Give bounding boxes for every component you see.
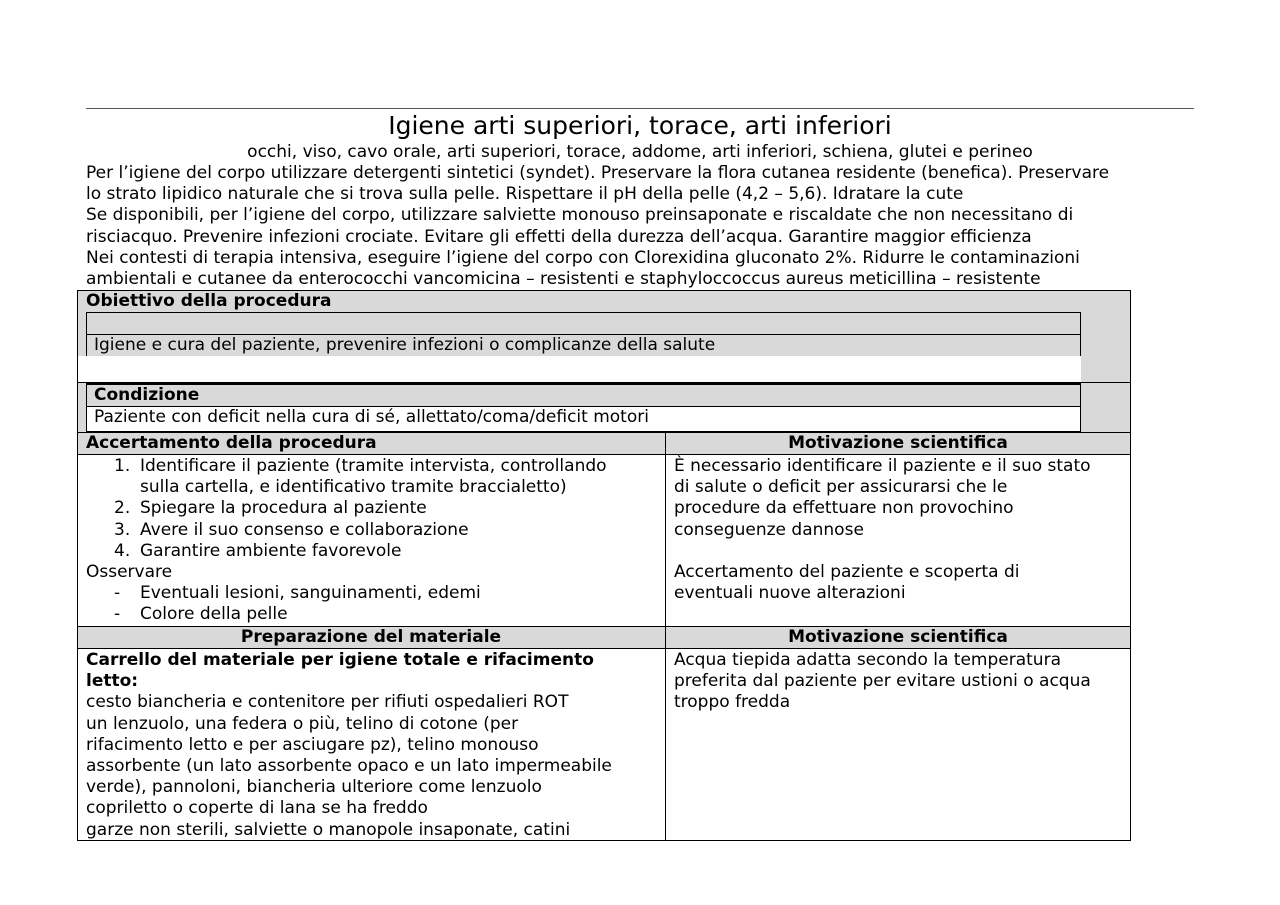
step-number: 1. xyxy=(114,456,131,476)
motivation-line: eventuali nuove alterazioni xyxy=(674,583,906,604)
list-item xyxy=(86,456,664,498)
materials-motivation-heading: Motivazione scientifica xyxy=(788,627,1008,647)
intro-paragraph xyxy=(86,163,1194,290)
step-line: Garantire ambiente favorevole xyxy=(140,540,402,561)
observe-list xyxy=(86,583,664,625)
step-line: Spiegare la procedura al paziente xyxy=(140,498,427,519)
step-number: 4. xyxy=(114,540,131,561)
materials-line: assorbente (un lato assorbente opaco e un lato impermeabile xyxy=(86,756,612,777)
intro-line: Se disponibili, per l’igiene del corpo, utilizzare salviette monouso preinsaponate e riscaldate che non necessitano di xyxy=(86,205,1074,226)
materials-line: cesto biancheria e contenitore per rifiuti ospedalieri ROT xyxy=(86,692,569,713)
materials-line: verde), pannoloni, biancheria ulteriore come lenzuolo xyxy=(86,777,542,798)
materials-line: garze non sterili, salviette o manopole insaponate, catini xyxy=(86,819,571,840)
list-item xyxy=(86,583,664,604)
materials-list xyxy=(86,650,612,841)
materials-bold-line: Carrello del materiale per igiene totale e rifacimento xyxy=(86,650,594,670)
condition-text: Paziente con deficit nella cura di sé, allettato/coma/deficit motori xyxy=(94,407,649,427)
objective-heading: Obiettivo della procedura xyxy=(86,291,332,311)
assessment-motivation-heading: Motivazione scientifica xyxy=(788,433,1008,453)
intro-line: risciacquo. Prevenire infezioni crociate. Evitare gli effetti della durezza dell’acqua. Garantire maggior efficienza xyxy=(86,226,1032,247)
motivation-line: preferita dal paziente per evitare ustioni o acqua xyxy=(674,671,1091,692)
observe-text: Eventuali lesioni, sanguinamenti, edemi xyxy=(140,583,481,604)
dash-bullet: - xyxy=(114,583,121,604)
motivation-line: di salute o deficit per assicurarsi che le xyxy=(674,477,1008,498)
assessment-motivation xyxy=(674,456,1091,604)
page-title: Igiene arti superiori, torace, arti inferiori xyxy=(388,111,892,140)
column-divider xyxy=(665,432,666,627)
motivation-line: Acqua tiepida adatta secondo la temperatura xyxy=(674,650,1061,670)
page-subtitle: occhi, viso, cavo orale, arti superiori, torace, addome, arti inferiori, schiena, glutei e perineo xyxy=(247,142,1033,162)
assessment-steps xyxy=(86,456,664,626)
motivation-line: Accertamento del paziente e scoperta di xyxy=(674,562,1020,582)
motivation-line: troppo fredda xyxy=(674,692,791,713)
step-number: 3. xyxy=(114,519,131,540)
column-divider xyxy=(665,626,666,841)
observe-text: Colore della pelle xyxy=(140,604,288,625)
intro-line: Per l’igiene del corpo utilizzare detergenti sintetici (syndet). Preservare la flora cutanea residente (benefica). Preservare xyxy=(86,163,1110,183)
objective-inner-empty-row xyxy=(86,312,1081,335)
motivation-line: procedure da effettuare non provochino xyxy=(674,498,1014,519)
intro-line: ambientali e cutanee da enterococchi vancomicina – resistenti e staphyloccoccus aureus meticillina – resistente xyxy=(86,269,1041,290)
header-rule xyxy=(86,108,1194,109)
objective-text: Igiene e cura del paziente, prevenire infezioni o complicanze della salute xyxy=(94,335,716,355)
dash-bullet: - xyxy=(114,604,121,625)
materials-motivation xyxy=(674,650,1091,714)
assessment-heading: Accertamento della procedura xyxy=(86,433,377,453)
step-number: 2. xyxy=(114,498,131,519)
intro-line: lo strato lipidico naturale che si trova sulla pelle. Rispettare il pH della pelle (4,2 – 5,6). Idratare la cute xyxy=(86,184,964,205)
observe-label: Osservare xyxy=(86,562,173,583)
list-item xyxy=(86,604,664,625)
materials-bold-line: letto: xyxy=(86,671,139,692)
condition-heading: Condizione xyxy=(94,385,200,405)
motivation-line: È necessario identificare il paziente e il suo stato xyxy=(674,456,1091,476)
materials-line: rifacimento letto e per asciugare pz), telino monouso xyxy=(86,734,539,755)
list-item xyxy=(86,498,664,519)
step-line: Avere il suo consenso e collaborazione xyxy=(140,519,469,540)
materials-heading: Preparazione del materiale xyxy=(240,627,502,647)
steps-list xyxy=(86,456,664,562)
motivation-line: conseguenze dannose xyxy=(674,519,864,540)
list-item xyxy=(86,541,664,562)
intro-line: Nei contesti di terapia intensiva, eseguire l’igiene del corpo con Clorexidina gluconato 2%. Ridurre le contaminazioni xyxy=(86,247,1080,268)
materials-line: copriletto o coperte di lana se ha freddo xyxy=(86,798,428,819)
objective-white-row xyxy=(78,356,1081,383)
step-line: sulla cartella, e identificativo tramite braccialetto) xyxy=(140,477,567,498)
step-line: Identificare il paziente (tramite intervista, controllando xyxy=(140,456,607,476)
list-item xyxy=(86,520,664,541)
materials-line: un lenzuolo, una federa o più, telino di cotone (per xyxy=(86,713,519,734)
spacer xyxy=(674,541,1091,562)
condition-heading-row xyxy=(86,383,1081,407)
